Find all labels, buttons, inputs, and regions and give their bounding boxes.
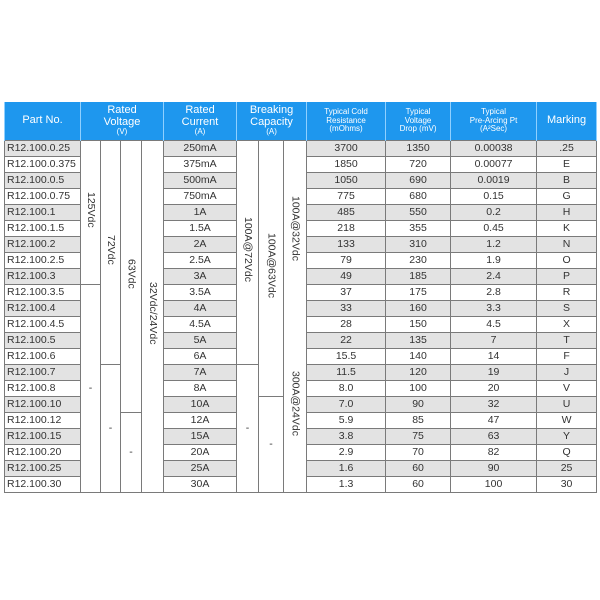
rated-current-cell: 7A	[164, 364, 237, 380]
breaking-100a-32vdc-label: 100A@32Vdc	[289, 196, 302, 261]
cold-resistance-cell: 28	[307, 316, 386, 332]
voltage-63vdc-cell	[121, 140, 142, 412]
voltage-125vdc-cell	[81, 140, 101, 284]
marking-cell: Y	[537, 428, 597, 444]
cold-resistance-cell: 133	[307, 236, 386, 252]
cold-resistance-cell: 3.8	[307, 428, 386, 444]
breaking-none-cell	[237, 364, 259, 492]
rated-current-cell: 8A	[164, 380, 237, 396]
voltage-drop-cell: 550	[386, 204, 451, 220]
header-pre-arcing-line2: Pre-Arcing Pt	[469, 115, 518, 125]
voltage-72vdc-label: 72Vdc	[105, 234, 117, 265]
header-rated-current	[164, 102, 237, 140]
marking-cell: F	[537, 348, 597, 364]
pre-arcing-cell: 4.5	[451, 316, 537, 332]
marking-cell: V	[537, 380, 597, 396]
voltage-drop-cell: 135	[386, 332, 451, 348]
rated-current-cell: 10A	[164, 396, 237, 412]
header-breaking-capacity-line1: Breaking	[249, 104, 294, 116]
marking-cell: N	[537, 236, 597, 252]
voltage-drop-cell: 160	[386, 300, 451, 316]
header-marking: Marking	[537, 102, 597, 140]
pre-arcing-cell: 63	[451, 428, 537, 444]
part-number-cell: R12.100.4	[5, 300, 81, 316]
marking-cell: S	[537, 300, 597, 316]
voltage-none-cell	[101, 364, 121, 492]
pre-arcing-cell: 3.3	[451, 300, 537, 316]
header-rated-current-unit: (A)	[194, 127, 206, 137]
breaking-100a-63vdc-cell	[259, 140, 284, 396]
header-pre-arcing-unit: (A²Sec)	[479, 123, 508, 133]
part-number-cell: R12.100.0.5	[5, 172, 81, 188]
pre-arcing-cell: 7	[451, 332, 537, 348]
rated-current-cell: 3.5A	[164, 284, 237, 300]
part-number-cell: R12.100.30	[5, 476, 81, 492]
pre-arcing-cell: 0.0019	[451, 172, 537, 188]
part-number-cell: R12.100.6	[5, 348, 81, 364]
pre-arcing-cell: 20	[451, 380, 537, 396]
part-number-cell: R12.100.2	[5, 236, 81, 252]
table-row	[5, 140, 597, 156]
rated-current-cell: 4A	[164, 300, 237, 316]
rated-current-cell: 375mA	[164, 156, 237, 172]
voltage-drop-cell: 70	[386, 444, 451, 460]
rated-current-cell: 3A	[164, 268, 237, 284]
breaking-none-label: -	[245, 421, 250, 434]
marking-cell: 30	[537, 476, 597, 492]
voltage-none-label: -	[129, 445, 133, 458]
header-cold-resistance-unit: (mOhms)	[329, 123, 363, 133]
cold-resistance-cell: 8.0	[307, 380, 386, 396]
rated-current-cell: 1.5A	[164, 220, 237, 236]
part-number-cell: R12.100.4.5	[5, 316, 81, 332]
voltage-drop-cell: 310	[386, 236, 451, 252]
pre-arcing-cell: 0.15	[451, 188, 537, 204]
pre-arcing-cell: 82	[451, 444, 537, 460]
cold-resistance-cell: 3700	[307, 140, 386, 156]
voltage-drop-cell: 75	[386, 428, 451, 444]
breaking-none-label: -	[269, 437, 273, 450]
marking-cell: 25	[537, 460, 597, 476]
voltage-drop-cell: 85	[386, 412, 451, 428]
header-pre-arcing-line1: Typical	[481, 107, 506, 117]
breaking-32-24vdc-cell	[284, 140, 307, 492]
breaking-300a-24vdc-label: 300A@24Vdc	[289, 371, 302, 436]
header-voltage-drop-unit: Drop (mV)	[399, 123, 437, 133]
header-breaking-capacity	[237, 102, 307, 140]
header-row	[5, 102, 597, 140]
marking-cell: T	[537, 332, 597, 348]
breaking-stack	[284, 141, 306, 491]
cold-resistance-cell: 22	[307, 332, 386, 348]
breaking-none-cell	[259, 396, 284, 492]
part-number-cell: R12.100.0.375	[5, 156, 81, 172]
voltage-drop-cell: 355	[386, 220, 451, 236]
pre-arcing-cell: 0.00077	[451, 156, 537, 172]
cold-resistance-cell: 1050	[307, 172, 386, 188]
marking-cell: J	[537, 364, 597, 380]
pre-arcing-cell: 47	[451, 412, 537, 428]
voltage-125vdc-label: 125Vdc	[85, 191, 97, 228]
marking-cell: U	[537, 396, 597, 412]
part-number-cell: R12.100.20	[5, 444, 81, 460]
breaking-100a-72vdc-label: 100A@72Vdc	[242, 217, 255, 282]
marking-cell: B	[537, 172, 597, 188]
header-rated-voltage-unit: (V)	[116, 127, 128, 137]
cold-resistance-cell: 218	[307, 220, 386, 236]
rated-current-cell: 15A	[164, 428, 237, 444]
marking-cell: K	[537, 220, 597, 236]
cold-resistance-cell: 7.0	[307, 396, 386, 412]
header-breaking-capacity-unit: (A)	[266, 127, 277, 137]
cold-resistance-cell: 2.9	[307, 444, 386, 460]
part-number-cell: R12.100.15	[5, 428, 81, 444]
voltage-none-cell	[121, 412, 142, 492]
marking-cell: W	[537, 412, 597, 428]
header-cold-resistance	[307, 102, 386, 140]
part-number-cell: R12.100.3	[5, 268, 81, 284]
pre-arcing-cell: 0.45	[451, 220, 537, 236]
voltage-drop-cell: 680	[386, 188, 451, 204]
pre-arcing-cell: 32	[451, 396, 537, 412]
part-number-cell: R12.100.1.5	[5, 220, 81, 236]
rated-current-cell: 250mA	[164, 140, 237, 156]
part-number-cell: R12.100.1	[5, 204, 81, 220]
part-number-cell: R12.100.7	[5, 364, 81, 380]
voltage-drop-cell: 690	[386, 172, 451, 188]
pre-arcing-cell: 1.9	[451, 252, 537, 268]
voltage-drop-cell: 60	[386, 460, 451, 476]
header-rated-current-line2: Current	[181, 115, 219, 128]
part-number-cell: R12.100.8	[5, 380, 81, 396]
fuse-spec-table	[4, 102, 597, 493]
pre-arcing-cell: 90	[451, 460, 537, 476]
voltage-drop-cell: 120	[386, 364, 451, 380]
rated-current-cell: 4.5A	[164, 316, 237, 332]
voltage-none-label: -	[108, 421, 113, 434]
marking-cell: R	[537, 284, 597, 300]
voltage-none-label: -	[88, 381, 93, 394]
voltage-32-24vdc-label: 32Vdc/24Vdc	[147, 282, 159, 345]
part-number-cell: R12.100.0.75	[5, 188, 81, 204]
voltage-drop-cell: 60	[386, 476, 451, 492]
header-voltage-drop	[386, 102, 451, 140]
marking-cell: E	[537, 156, 597, 172]
voltage-drop-cell: 100	[386, 380, 451, 396]
rated-current-cell: 20A	[164, 444, 237, 460]
header-voltage-drop-line1: Typical	[405, 107, 431, 117]
voltage-drop-cell: 1350	[386, 140, 451, 156]
cold-resistance-cell: 5.9	[307, 412, 386, 428]
pre-arcing-cell: 100	[451, 476, 537, 492]
rated-current-cell: 2A	[164, 236, 237, 252]
rated-current-cell: 5A	[164, 332, 237, 348]
part-number-cell: R12.100.2.5	[5, 252, 81, 268]
pre-arcing-cell: 2.8	[451, 284, 537, 300]
header-rated-current-line1: Rated	[185, 104, 215, 116]
cold-resistance-cell: 1.3	[307, 476, 386, 492]
rated-current-cell: 30A	[164, 476, 237, 492]
marking-cell: H	[537, 204, 597, 220]
rated-current-cell: 1A	[164, 204, 237, 220]
header-pre-arcing	[451, 102, 537, 140]
header-breaking-capacity-line2: Capacity	[250, 115, 293, 128]
part-number-cell: R12.100.5	[5, 332, 81, 348]
cold-resistance-cell: 775	[307, 188, 386, 204]
cold-resistance-cell: 49	[307, 268, 386, 284]
header-cold-resistance-line1: Typical Cold	[324, 107, 368, 117]
voltage-drop-cell: 230	[386, 252, 451, 268]
part-number-cell: R12.100.10	[5, 396, 81, 412]
voltage-none-cell	[81, 284, 101, 492]
breaking-100a-72vdc-cell	[237, 140, 259, 364]
part-number-cell: R12.100.3.5	[5, 284, 81, 300]
part-number-cell: R12.100.12	[5, 412, 81, 428]
voltage-drop-cell: 90	[386, 396, 451, 412]
cold-resistance-cell: 1850	[307, 156, 386, 172]
cold-resistance-cell: 485	[307, 204, 386, 220]
pre-arcing-cell: 14	[451, 348, 537, 364]
cold-resistance-cell: 33	[307, 300, 386, 316]
rated-current-cell: 6A	[164, 348, 237, 364]
voltage-drop-cell: 175	[386, 284, 451, 300]
cold-resistance-cell: 1.6	[307, 460, 386, 476]
marking-cell: .25	[537, 140, 597, 156]
voltage-72vdc-cell	[101, 140, 121, 364]
cold-resistance-cell: 15.5	[307, 348, 386, 364]
voltage-32-24vdc-cell	[142, 140, 164, 492]
header-rated-voltage	[81, 102, 164, 140]
rated-current-cell: 500mA	[164, 172, 237, 188]
pre-arcing-cell: 0.2	[451, 204, 537, 220]
pre-arcing-cell: 2.4	[451, 268, 537, 284]
pre-arcing-cell: 0.00038	[451, 140, 537, 156]
voltage-63vdc-label: 63Vdc	[125, 258, 138, 289]
rated-current-cell: 750mA	[164, 188, 237, 204]
marking-cell: O	[537, 252, 597, 268]
voltage-drop-cell: 720	[386, 156, 451, 172]
voltage-drop-cell: 150	[386, 316, 451, 332]
pre-arcing-cell: 19	[451, 364, 537, 380]
header-rated-voltage-line1: Rated	[107, 104, 137, 116]
marking-cell: X	[537, 316, 597, 332]
breaking-100a-63vdc-label: 100A@63Vdc	[265, 233, 278, 298]
header-cold-resistance-line2: Resistance	[326, 115, 366, 125]
header-part-no: Part No.	[5, 102, 81, 140]
marking-cell: Q	[537, 444, 597, 460]
marking-cell: P	[537, 268, 597, 284]
voltage-drop-cell: 185	[386, 268, 451, 284]
voltage-drop-cell: 140	[386, 348, 451, 364]
pre-arcing-cell: 1.2	[451, 236, 537, 252]
cold-resistance-cell: 79	[307, 252, 386, 268]
cold-resistance-cell: 37	[307, 284, 386, 300]
marking-cell: G	[537, 188, 597, 204]
rated-current-cell: 2.5A	[164, 252, 237, 268]
rated-current-cell: 12A	[164, 412, 237, 428]
header-voltage-drop-line2: Voltage	[404, 115, 432, 125]
cold-resistance-cell: 11.5	[307, 364, 386, 380]
part-number-cell: R12.100.0.25	[5, 140, 81, 156]
part-number-cell: R12.100.25	[5, 460, 81, 476]
rated-current-cell: 25A	[164, 460, 237, 476]
header-rated-voltage-line2: Voltage	[103, 115, 141, 128]
table-body	[5, 140, 597, 492]
